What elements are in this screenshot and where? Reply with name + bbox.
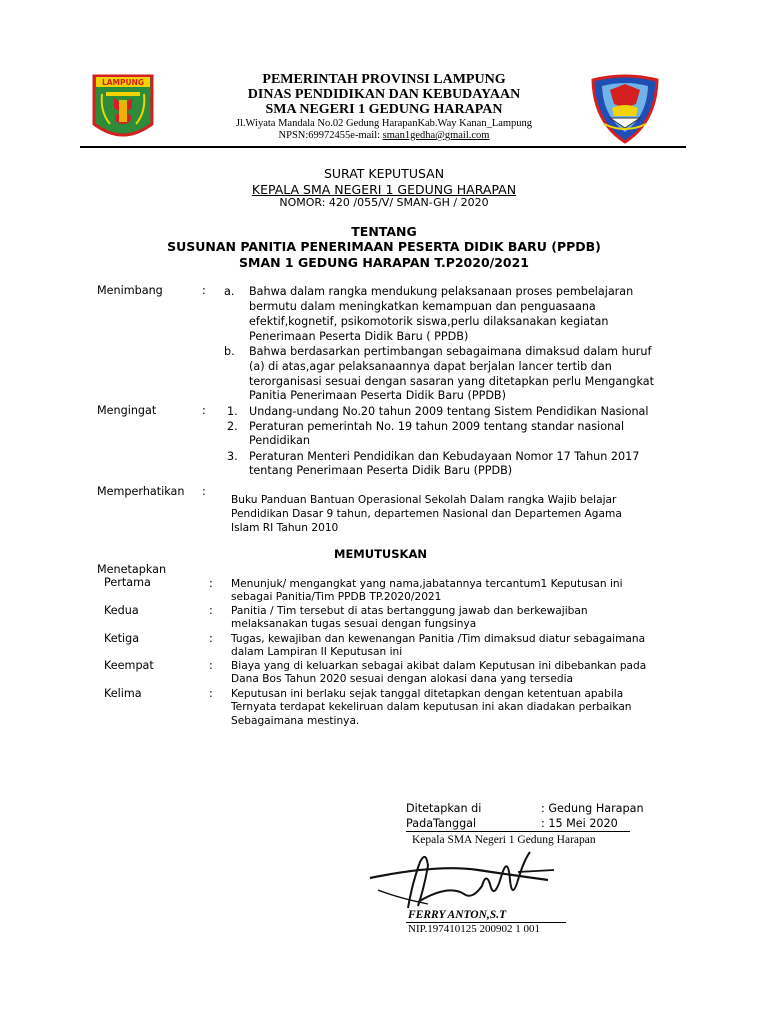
menimbang-marker-a: a. <box>224 285 235 298</box>
mengingat-3-line-2: tentang Penerimaan Peserta Didik Baru (PPDB) <box>249 464 513 477</box>
keempat-line-1: Biaya yang di keluarkan sebagai akibat dalam Keputusan ini dibebankan pada <box>231 660 647 672</box>
doc-issuer: KEPALA SMA NEGERI 1 GEDUNG HARAPAN <box>251 182 517 197</box>
memperhatikan-line-1: Buku Panduan Bantuan Operasional Sekolah Dalam rangka Wajib belajar <box>231 494 617 506</box>
date-value: : 15 Mei 2020 <box>541 817 618 830</box>
signatory-name: FERRY ANTON,S.T <box>408 909 507 921</box>
keempat-colon: : <box>209 659 213 672</box>
way-kanan-regency-logo <box>590 74 660 144</box>
letterhead-divider <box>80 146 686 148</box>
pertama-line-2: sebagai Panitia/Tim PPDB TP.2020/2021 <box>231 591 442 603</box>
menimbang-label: Menimbang <box>97 284 163 297</box>
lampung-province-logo <box>92 74 154 144</box>
menimbang-b-line-1: Bahwa berdasarkan pertimbangan sebagaimana dimaksud dalam huruf <box>249 345 652 358</box>
mengingat-2-line-1: Peraturan pemerintah No. 19 tahun 2009 tentang standar nasional <box>249 420 625 433</box>
doc-subject-2: SMAN 1 GEDUNG HARAPAN T.P2020/2021 <box>239 255 529 270</box>
mengingat-marker-3: 3. <box>227 450 238 463</box>
keempat-line-2: Dana Bos Tahun 2020 sesuai dengan alokasi dana yang tersedia <box>231 673 573 685</box>
memperhatikan-line-3: Islam RI Tahun 2010 <box>231 522 339 534</box>
handwritten-signature <box>368 844 568 916</box>
keempat-label: Keempat <box>104 659 154 672</box>
letterhead-contact <box>214 130 554 141</box>
doc-type: SURAT KEPUTUSAN <box>323 166 445 181</box>
mengingat-marker-2: 2. <box>227 420 238 433</box>
kedua-colon: : <box>209 604 213 617</box>
mengingat-2-line-2: Pendidikan <box>249 434 310 447</box>
ketiga-colon: : <box>209 632 213 645</box>
npsn-text: NPSN:69972455e-mail: <box>278 130 383 141</box>
kelima-line-2: Ternyata terdapat kekeliruan dalam keputusan ini akan diadakan perbaikan <box>231 701 632 713</box>
email-link[interactable]: sman1gedha@gmail.com <box>382 130 490 141</box>
pertama-label: Pertama <box>104 576 151 589</box>
memperhatikan-colon: : <box>202 485 206 498</box>
menimbang-colon: : <box>202 284 206 297</box>
doc-number: NOMOR: 420 /055/V/ SMAN-GH / 2020 <box>279 196 489 209</box>
signatory-nip: NIP.197410125 200902 1 001 <box>408 923 541 935</box>
logo-text: LAMPUNG <box>101 78 145 87</box>
menimbang-a-line-1: Bahwa dalam rangka mendukung pelaksanaan proses pembelajaran <box>249 285 634 298</box>
ketiga-line-1: Tugas, kewajiban dan kewenangan Panitia /Tim dimaksud diatur sebagaimana <box>231 633 646 645</box>
place-label: Ditetapkan di <box>406 802 482 815</box>
doc-about: TENTANG <box>351 224 417 239</box>
pertama-line-1: Menunjuk/ mengangkat yang nama,jabatannya tercantum1 Keputusan ini <box>231 578 623 590</box>
menimbang-a-line-4: Penerimaan Peserta Didik Baru ( PPDB) <box>249 330 469 343</box>
kelima-line-1: Keputusan ini berlaku sejak tanggal ditetapkan dengan ketentuan apabila <box>231 688 624 700</box>
date-label: PadaTanggal <box>406 817 477 830</box>
letterhead-department: DINAS PENDIDIKAN DAN KEBUDAYAAN <box>247 87 521 102</box>
place-value: : Gedung Harapan <box>541 802 644 815</box>
pertama-colon: : <box>209 577 213 590</box>
mengingat-1-line-1: Undang-undang No.20 tahun 2009 tentang Sistem Pendidikan Nasional <box>249 405 649 418</box>
memperhatikan-line-2: Pendidikan Dasar 9 tahun, departemen Nasional dan Departemen Agama <box>231 508 622 520</box>
mengingat-label: Mengingat <box>97 404 157 417</box>
menimbang-b-line-4: Panitia Penerimaan Peserta Didik Baru (PPDB) <box>249 389 506 402</box>
mengingat-colon: : <box>202 404 206 417</box>
signatory-position: Kepala SMA Negeri 1 Gedung Harapan <box>412 834 596 846</box>
kedua-label: Kedua <box>104 604 139 617</box>
kelima-colon: : <box>209 687 213 700</box>
menimbang-marker-b: b. <box>224 345 235 358</box>
letterhead-school: SMA NEGERI 1 GEDUNG HARAPAN <box>265 102 503 117</box>
letterhead-address: Jl.Wiyata Mandala No.02 Gedung HarapanKab.Way Kanan_Lampung <box>235 118 533 129</box>
memutuskan-heading: MEMUTUSKAN <box>334 547 427 561</box>
kedua-line-1: Panitia / Tim tersebut di atas bertanggung jawab dan berkewajiban <box>231 605 588 617</box>
ketiga-label: Ketiga <box>104 632 140 645</box>
menetapkan-label: Menetapkan <box>97 563 167 576</box>
doc-subject-1: SUSUNAN PANITIA PENERIMAAN PESERTA DIDIK BARU (PPDB) <box>167 239 601 254</box>
menimbang-a-line-2: bermutu dalam meningkatkan kemampuan dan penguasaana <box>249 300 596 313</box>
menimbang-b-line-2: (a) di atas,agar pelaksanaannya dapat berjalan lancer tertib dan <box>249 360 612 373</box>
memperhatikan-label: Memperhatikan <box>97 485 185 498</box>
kedua-line-2: melaksanakan tugas sesuai dengan fungsinya <box>231 618 477 630</box>
mengingat-marker-1: 1. <box>227 405 238 418</box>
letterhead-government: PEMERINTAH PROVINSI LAMPUNG <box>262 72 506 87</box>
kelima-line-3: Sebagaimana mestinya. <box>231 715 360 727</box>
date-underline <box>406 831 630 832</box>
mengingat-3-line-1: Peraturan Menteri Pendidikan dan Kebudayaan Nomor 17 Tahun 2017 <box>249 450 640 463</box>
kelima-label: Kelima <box>104 687 142 700</box>
menimbang-b-line-3: terorganisasi sesuai dengan sasaran yang ditetapkan perlu Mengangkat <box>249 375 654 388</box>
menimbang-a-line-3: efektif,kognetif, psikomotorik siswa,perlu dilaksanakan kegiatan <box>249 315 609 328</box>
ketiga-line-2: dalam Lampiran II Keputusan ini <box>231 646 403 658</box>
